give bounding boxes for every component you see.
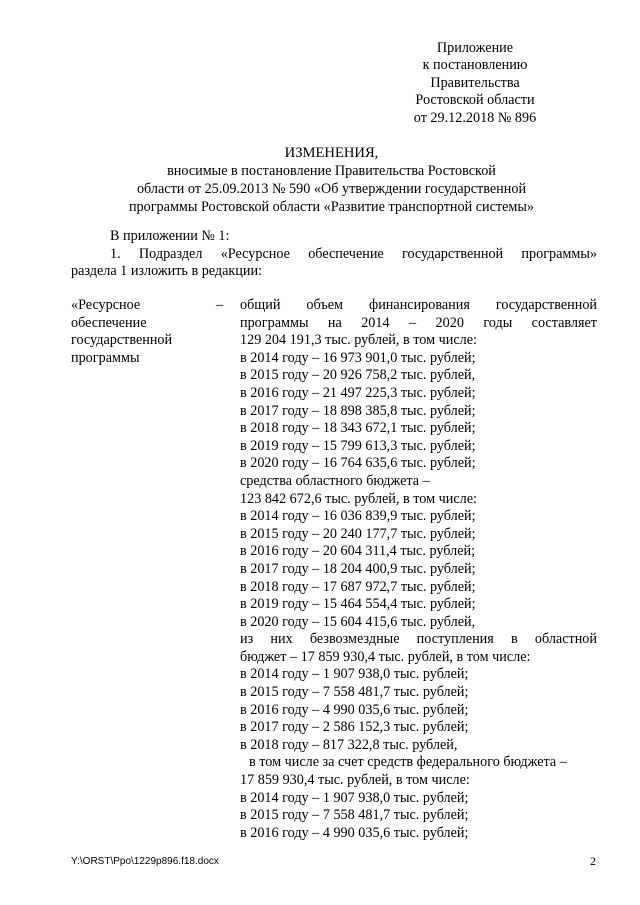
value-line: 123 842 672,6 тыс. рублей, в том числе:: [240, 490, 477, 507]
value-line: в 2015 году – 20 926 758,2 тыс. рублей,: [240, 367, 476, 384]
value-line: в 2016 году – 21 497 225,3 тыс. рублей;: [240, 384, 476, 401]
value-line: в 2017 году – 18 204 400,9 тыс. рублей;: [240, 560, 476, 577]
table-dash: –: [216, 297, 224, 313]
value-line: в 2018 году – 17 687 972,7 тыс. рублей;: [240, 578, 476, 595]
appendix-line: от 29.12.2018 № 896: [413, 109, 537, 126]
value-line: в том числе за счет средств федерального бюджета –: [249, 754, 567, 771]
intro-line: 1. Подраздел «Ресурсное обеспечение государственной программы»: [110, 245, 597, 262]
value-line: бюджет – 17 859 930,4 тыс. рублей, в том числе:: [240, 648, 531, 665]
resource-value-cell: [240, 297, 597, 842]
value-line: в 2015 году – 7 558 481,7 тыс. рублей;: [240, 807, 469, 824]
value-line: в 2016 году – 4 990 035,6 тыс. рублей;: [240, 824, 469, 841]
resource-label-cell: [71, 297, 231, 367]
value-line: в 2014 году – 16 973 901,0 тыс. рублей;: [240, 349, 476, 366]
label-line: государственной: [71, 332, 173, 349]
appendix-stamp: [375, 40, 575, 127]
value-line: в 2017 году – 18 898 385,8 тыс. рублей;: [240, 402, 476, 419]
title-line: области от 25.09.2013 № 590 «Об утверждении государственной: [136, 181, 527, 197]
value-line: общий объем финансирования государственной: [240, 297, 597, 313]
value-line: из них безвозмездные поступления в областной: [240, 631, 597, 648]
page-number: 2: [590, 854, 596, 868]
title-heading: ИЗМЕНЕНИЯ,: [284, 145, 379, 161]
value-line: в 2019 году – 15 799 613,3 тыс. рублей;: [240, 437, 476, 454]
value-line: в 2018 году – 817 322,8 тыс. рублей,: [240, 736, 458, 753]
value-line: в 2017 году – 2 586 152,3 тыс. рублей;: [240, 719, 469, 736]
label-line: программы: [71, 349, 140, 366]
intro-line: В приложении № 1:: [110, 228, 230, 244]
document-title: [80, 144, 583, 216]
value-line: 129 204 191,3 тыс. рублей, в том числе:: [240, 332, 477, 349]
value-line: в 2015 году – 7 558 481,7 тыс. рублей;: [240, 684, 469, 701]
value-line: в 2016 году – 4 990 035,6 тыс. рублей;: [240, 701, 469, 718]
appendix-line: Приложение: [436, 40, 514, 56]
appendix-line: Правительства: [430, 74, 520, 91]
label-line: обеспечение: [71, 314, 147, 331]
appendix-line: Ростовской области: [415, 92, 535, 109]
file-path-footer: Y:\ORST\Ppo\1229p896.f18.docx: [71, 856, 219, 867]
intro-line: раздела 1 изложить в редакции:: [71, 263, 263, 280]
value-line: в 2020 году – 15 604 415,6 тыс. рублей,: [240, 613, 476, 630]
label-line: «Ресурсное: [71, 297, 141, 313]
value-line: в 2014 году – 1 907 938,0 тыс. рублей;: [240, 666, 469, 683]
value-line: в 2016 году – 20 604 311,4 тыс. рублей;: [240, 543, 476, 560]
value-line: в 2019 году – 15 464 554,4 тыс. рублей;: [240, 596, 476, 613]
value-line: программы на 2014 – 2020 годы составляет: [240, 314, 597, 331]
value-line: в 2020 году – 16 764 635,6 тыс. рублей;: [240, 455, 476, 472]
value-line: 17 859 930,4 тыс. рублей, в том числе:: [240, 772, 470, 789]
value-line: средства областного бюджета –: [240, 472, 430, 489]
title-line: вносимые в постановление Правительства Ростовской: [167, 163, 496, 179]
intro-paragraph: [71, 228, 597, 281]
value-line: в 2015 году – 20 240 177,7 тыс. рублей;: [240, 525, 476, 542]
value-line: в 2014 году – 16 036 839,9 тыс. рублей;: [240, 508, 476, 525]
value-line: в 2018 году – 18 343 672,1 тыс. рублей;: [240, 420, 476, 437]
appendix-line: к постановлению: [422, 57, 528, 74]
value-line: в 2014 году – 1 907 938,0 тыс. рублей;: [240, 789, 469, 806]
title-line: программы Ростовской области «Развитие транспортной системы»: [128, 199, 535, 215]
